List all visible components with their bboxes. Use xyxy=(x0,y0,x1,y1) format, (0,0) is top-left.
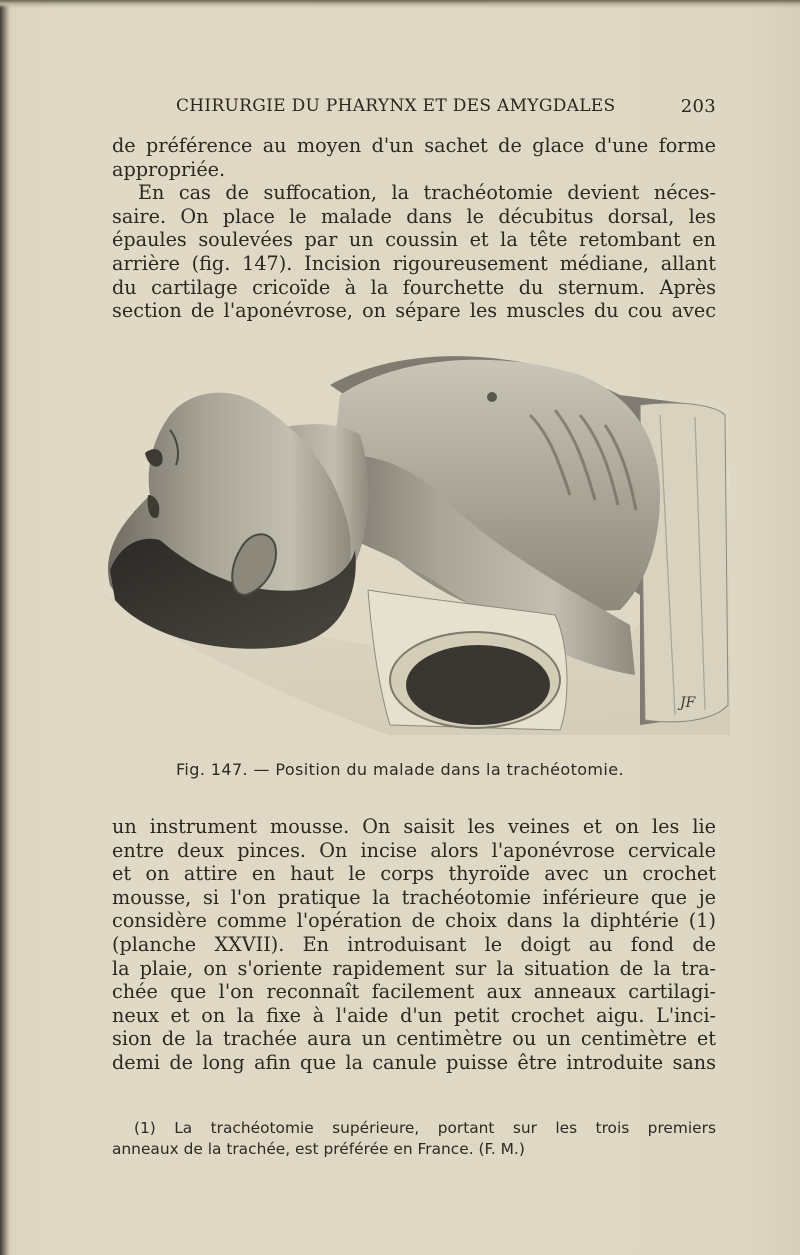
text-line: saire. On place le malade dans le décubitus dorsal, les xyxy=(112,204,716,228)
text-line: la plaie, on s'oriente rapidement sur la situation de la tra- xyxy=(112,956,716,980)
footnote-line: (1) La trachéotomie supérieure, portant sur les trois premiers xyxy=(134,1119,716,1137)
footnote xyxy=(112,1118,716,1160)
text-line: considère comme l'opération de choix dans la diphtérie (1) xyxy=(112,909,716,933)
paragraph-2 xyxy=(112,815,716,1075)
page-binding-edge xyxy=(0,0,10,1255)
text-line: et on attire en haut le corps thyroïde avec un crochet xyxy=(112,862,716,886)
text-line: section de l'aponévrose, on sépare les muscles du cou avec xyxy=(112,299,716,323)
figure-147-illustration xyxy=(100,345,730,745)
running-header xyxy=(176,96,716,120)
running-title: CHIRURGIE DU PHARYNX ET DES AMYGDALES xyxy=(176,96,616,116)
figure-caption: Fig. 147. — Position du malade dans la trachéotomie. xyxy=(175,760,624,779)
text-line: de préférence au moyen d'un sachet de glace d'une forme xyxy=(112,134,716,157)
text-line: épaules soulevées par un coussin et la tête retombant en xyxy=(112,228,716,252)
text-line: arrière (fig. 147). Incision rigoureusement médiane, allant xyxy=(112,251,716,275)
text-line: chée que l'on reconnaît facilement aux anneaux cartilagi- xyxy=(112,980,716,1004)
page-top-shadow xyxy=(0,0,800,8)
engraver-signature: JF xyxy=(680,695,696,711)
text-line: entre deux pinces. On incise alors l'aponévrose cervicale xyxy=(112,838,716,862)
paragraph-1 xyxy=(112,134,716,323)
page-number: 203 xyxy=(680,96,716,117)
text-line: (planche XXVII). En introduisant le doigt au fond de xyxy=(112,932,716,956)
text-line: mousse, si l'on pratique la trachéotomie inférieure que je xyxy=(112,885,716,909)
footnote-line: anneaux de la trachée, est préférée en France. (F. M.) xyxy=(112,1140,525,1158)
text-line: En cas de suffocation, la trachéotomie devient néces- xyxy=(138,181,716,205)
text-line: neux et on la fixe à l'aide d'un petit crochet aigu. L'inci- xyxy=(112,1003,716,1027)
text-line: appropriée. xyxy=(112,157,226,181)
text-line: un instrument mousse. On saisit les veines et on les lie xyxy=(112,815,716,838)
text-line: sion de la trachée aura un centimètre ou un centimètre et xyxy=(112,1027,716,1051)
text-line: demi de long afin que la canule puisse être introduite sans xyxy=(112,1050,716,1074)
text-line: du cartilage cricoïde à la fourchette du sternum. Après xyxy=(112,275,716,299)
